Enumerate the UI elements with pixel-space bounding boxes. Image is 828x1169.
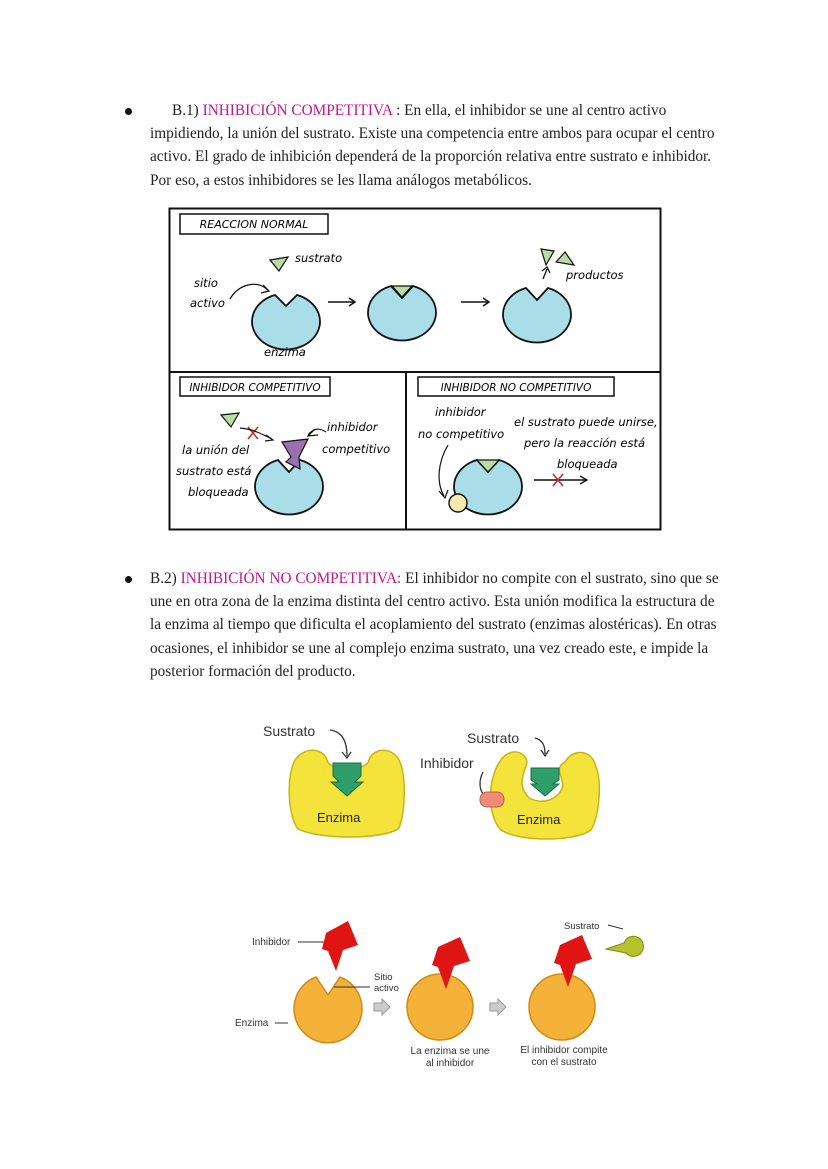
d3-label-sitio: Sitio	[374, 972, 393, 983]
nocomp-note-3: bloqueada	[557, 457, 618, 471]
label-enzima: enzima	[264, 345, 306, 359]
d3-label-enzima: Enzima	[235, 1018, 269, 1029]
comp-union-1: la unión del	[182, 443, 250, 457]
nocomp-label-inhibidor: inhibidor	[435, 405, 486, 419]
d3-caption-mid-2: al inhibidor	[425, 1058, 475, 1069]
b2-prefix: B.2)	[150, 570, 177, 587]
d3-enzyme-2	[407, 974, 473, 1040]
paragraph-b1	[150, 99, 720, 192]
nocomp-title: INHIBIDOR NO COMPETITIVO	[440, 382, 592, 394]
bullet-b2	[125, 576, 132, 583]
d3-enzyme-3	[529, 974, 595, 1040]
b1-text: : En ella, el inhibidor se une al centro activo impidiendo, la unión del sustrato. Existe una competencia entre ambos para ocupar el centro activo. El grado de inhibición dependerá de la proporción relativa entre sustrato e inhibidor. Por eso, a estos inhibidores se les llama análogos metabólicos.	[150, 102, 715, 189]
d2-inhibitor	[480, 792, 504, 807]
label-sitio: sitio	[194, 276, 218, 290]
nocomp-inhibitor	[449, 494, 467, 512]
nocomp-note-2: pero la reacción está	[524, 436, 645, 450]
diagram-allosteric-inhibition	[255, 718, 615, 848]
comp-union-2: sustrato está	[176, 464, 252, 478]
comp-union-3: bloqueada	[188, 485, 249, 499]
diagram-competitive-inhibition	[168, 207, 662, 531]
nocomp-note-1: el sustrato puede unirse,	[514, 415, 658, 429]
diagram-inhibitor-binding	[228, 915, 658, 1075]
d2-label-enzima-right: Enzima	[517, 812, 561, 827]
d3-label-sustrato: Sustrato	[564, 921, 600, 932]
label-productos: productos	[566, 268, 624, 282]
d3-caption-mid-1: La enzima se une	[410, 1046, 490, 1057]
d3-inhibitor-1	[322, 921, 358, 971]
b1-prefix: B.1)	[172, 102, 199, 119]
comp-label-inhibidor: inhibidor	[327, 420, 378, 434]
d3-caption-right-2: con el sustrato	[531, 1057, 597, 1068]
b1-heading: INHIBICIÓN COMPETITIVA	[202, 102, 393, 119]
b2-text: El inhibidor no compite con el sustrato, sino que se une en otra zona de la enzima distinta del centro activo. Esta unión modifica la estructura de la enzima al tiempo que dificulta el acoplamiento del sustrato (enzimas alostéricas). En otras ocasiones, el inhibidor se une al complejo enzima sustrato, una vez creado este, e impide la posterior formación del producto.	[150, 570, 719, 680]
d2-label-sustrato-right: Sustrato	[467, 730, 520, 746]
b2-heading: INHIBICIÓN NO COMPETITIVA:	[180, 570, 402, 587]
d2-substrate-right	[531, 768, 559, 796]
d2-label-enzima-left: Enzima	[317, 810, 361, 825]
label-sustrato: sustrato	[295, 251, 343, 265]
d3-substrate	[606, 936, 643, 956]
d3-caption-right-1: El inhibidor compite	[520, 1045, 608, 1056]
comp-title: INHIBIDOR COMPETITIVO	[189, 382, 321, 394]
nocomp-label-competitivo: no competitivo	[418, 427, 505, 441]
d2-label-sustrato-left: Sustrato	[263, 723, 316, 739]
d3-label-inhibidor: Inhibidor	[252, 937, 291, 948]
d3-label-activo: activo	[374, 983, 399, 994]
label-activo: activo	[190, 296, 225, 310]
comp-label-competitivo: competitivo	[322, 442, 391, 456]
bullet-b1	[125, 108, 132, 115]
paragraph-b2	[150, 567, 720, 683]
d2-label-inhibidor: Inhibidor	[420, 755, 474, 771]
normal-title: REACCION NORMAL	[199, 218, 309, 231]
